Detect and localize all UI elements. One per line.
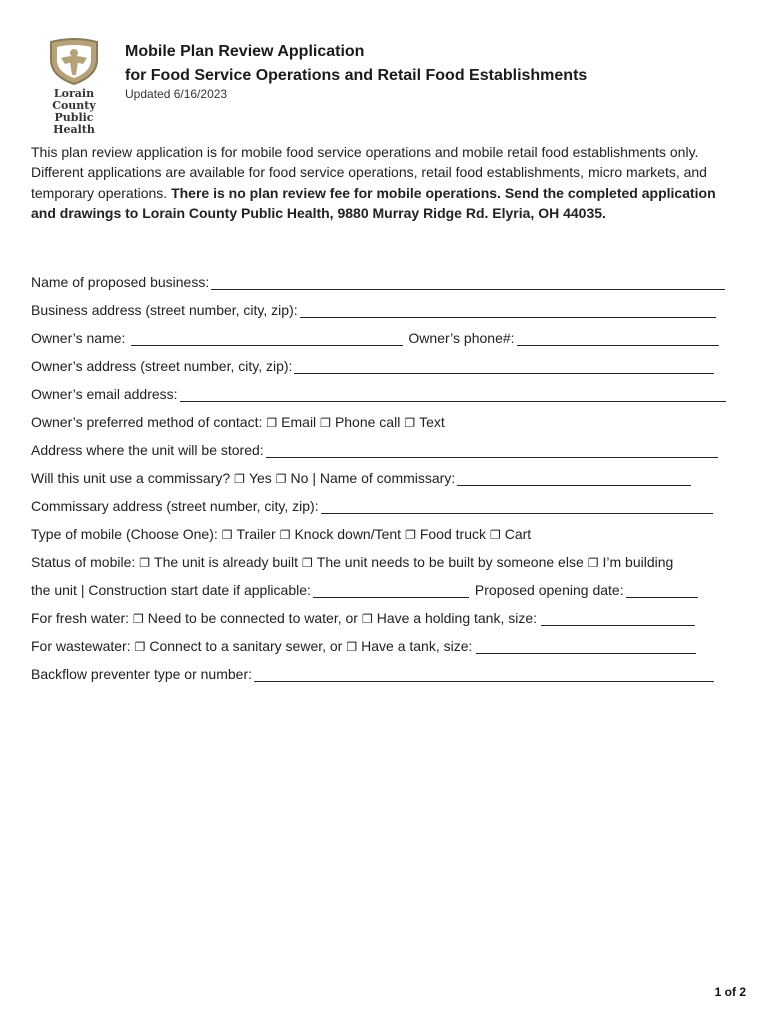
mobile-status-label: Status of mobile: [31, 554, 136, 570]
mobile-type-label: Type of mobile (Choose One): [31, 526, 218, 542]
page-number: 1 of 2 [714, 985, 746, 999]
storage-address-label: Address where the unit will be stored: [31, 442, 264, 458]
page-title [125, 40, 587, 88]
commissary-row [31, 466, 691, 486]
business-name-label: Name of proposed business: [31, 274, 210, 290]
business-address-field[interactable] [300, 303, 716, 318]
commissary-name-field[interactable] [457, 471, 691, 486]
owner-name-field[interactable] [131, 331, 403, 346]
updated-date: Updated 6/16/2023 [125, 87, 228, 101]
backflow-label: Backflow preventer type or number: [31, 666, 252, 682]
option-commissary-yes: Yes [248, 470, 272, 486]
opening-date-label: Proposed opening date: [474, 582, 624, 598]
mobile-type-row [31, 522, 531, 542]
wastewater-row [31, 634, 696, 654]
checkbox-text[interactable]: ❐ [404, 416, 416, 430]
fresh-water-row [31, 606, 695, 626]
owner-email-label: Owner’s email address: [31, 386, 178, 402]
checkbox-trailer[interactable]: ❐ [221, 528, 233, 542]
owner-address-row [31, 354, 714, 374]
checkbox-cart[interactable]: ❐ [489, 528, 501, 542]
holding-tank-size-field[interactable] [541, 611, 695, 626]
fresh-water-label: For fresh water: [31, 610, 130, 626]
construction-date-field[interactable] [313, 583, 469, 598]
construction-date-label: the unit | Construction start date if applicable: [31, 582, 311, 598]
option-email: Email [281, 414, 317, 430]
storage-address-field[interactable] [266, 443, 718, 458]
option-sanitary-sewer: Connect to a sanitary sewer, or [149, 638, 343, 654]
owner-address-field[interactable] [294, 359, 714, 374]
construction-date-row [31, 578, 698, 598]
option-knockdown-tent: Knock down/Tent [294, 526, 402, 542]
intro-bold-text: There is no plan review fee for mobile operations. Send the completed application and drawings to Lorain County Public Health, 9880 Murray Ridge Rd. Elyria, OH 44035. [31, 184, 716, 222]
checkbox-sanitary-sewer[interactable]: ❐ [134, 640, 146, 654]
checkbox-already-built[interactable]: ❐ [139, 556, 151, 570]
owner-address-label: Owner’s address (street number, city, zip): [31, 358, 293, 374]
logo-line-1: Lorain County [52, 87, 96, 112]
business-name-row [31, 270, 725, 290]
owner-email-row [31, 382, 726, 402]
org-logo [33, 38, 115, 136]
shield-cross-icon [43, 38, 105, 86]
checkbox-commissary-yes[interactable]: ❐ [234, 472, 245, 486]
option-waste-tank: Have a tank, size: [361, 638, 473, 654]
option-holding-tank: Have a holding tank, size: [376, 610, 538, 626]
commissary-label: Will this unit use a commissary? [31, 470, 231, 486]
checkbox-email[interactable]: ❐ [266, 416, 278, 430]
checkbox-phone[interactable]: ❐ [320, 416, 331, 430]
title-line-2: for Food Service Operations and Retail Food Establishments [125, 67, 588, 84]
commissary-address-field[interactable] [321, 499, 713, 514]
backflow-row [31, 662, 714, 682]
option-cart: Cart [504, 526, 532, 542]
option-self-building: I’m building [602, 554, 674, 570]
checkbox-built-by-other[interactable]: ❐ [302, 556, 313, 570]
option-connect-water: Need to be connected to water, or [147, 610, 358, 626]
intro-text: This plan review application is for mobile food service operations and mobile retail food establishments only. Different applications are available for food service operations, retail food establishments, micro markets, and temporary operations. [31, 144, 707, 201]
option-phone: Phone call [334, 414, 401, 430]
option-trailer: Trailer [236, 526, 276, 542]
intro-paragraph [31, 142, 736, 224]
checkbox-food-truck[interactable]: ❐ [405, 528, 416, 542]
owner-phone-field[interactable] [517, 331, 719, 346]
option-commissary-no: No | Name of commissary: [290, 470, 456, 486]
option-text: Text [419, 414, 445, 430]
wastewater-label: For wastewater: [31, 638, 131, 654]
backflow-field[interactable] [254, 667, 714, 682]
checkbox-waste-tank[interactable]: ❐ [346, 640, 358, 654]
option-built-by-other: The unit needs to be built by someone else [316, 554, 584, 570]
checkbox-self-building[interactable]: ❐ [587, 556, 599, 570]
owner-row [31, 326, 719, 346]
checkbox-knockdown-tent[interactable]: ❐ [279, 528, 291, 542]
contact-method-label: Owner’s preferred method of contact: [31, 414, 263, 430]
waste-tank-size-field[interactable] [476, 639, 696, 654]
title-line-1: Mobile Plan Review Application [125, 43, 365, 60]
business-name-field[interactable] [211, 275, 725, 290]
business-address-label: Business address (street number, city, zip): [31, 302, 298, 318]
option-food-truck: Food truck [419, 526, 486, 542]
commissary-address-label: Commissary address (street number, city, zip): [31, 498, 319, 514]
owner-phone-label: Owner’s phone#: [408, 330, 515, 346]
commissary-address-row [31, 494, 713, 514]
logo-line-2: Public Health [53, 111, 95, 136]
checkbox-connect-water[interactable]: ❐ [133, 612, 144, 626]
business-address-row [31, 298, 716, 318]
storage-address-row [31, 438, 718, 458]
contact-method-row [31, 410, 445, 430]
checkbox-commissary-no[interactable]: ❐ [275, 472, 287, 486]
owner-email-field[interactable] [180, 387, 726, 402]
checkbox-holding-tank[interactable]: ❐ [361, 612, 373, 626]
opening-date-field[interactable] [626, 583, 698, 598]
mobile-status-row [31, 550, 673, 570]
option-already-built: The unit is already built [154, 554, 299, 570]
owner-name-label: Owner’s name: [31, 330, 126, 346]
